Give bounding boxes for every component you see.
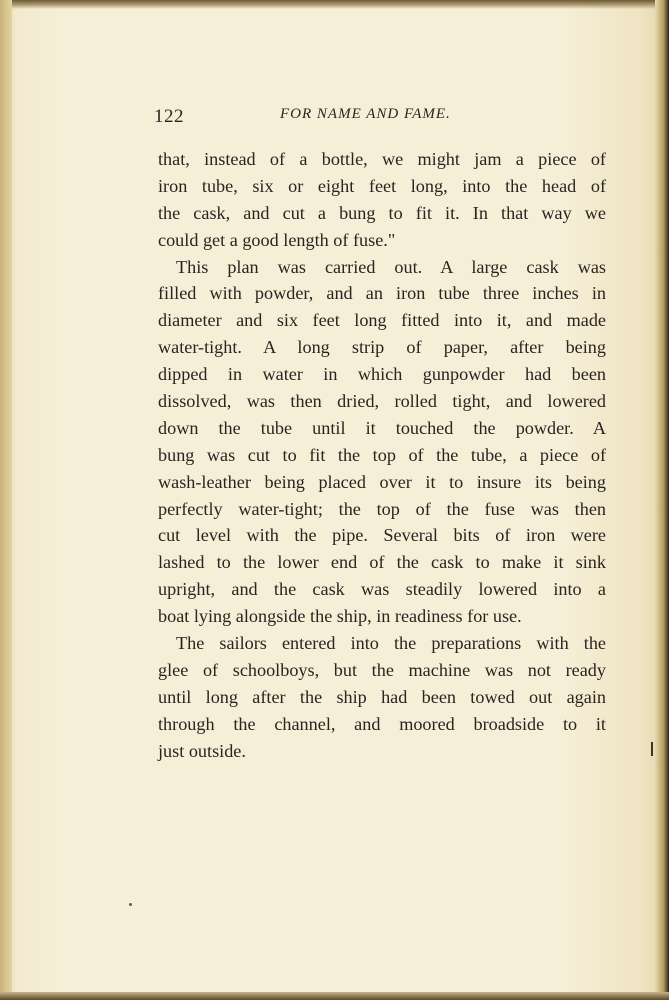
text-line: iron tube, six or eight feet long, into the head of	[158, 175, 606, 196]
text-line: cut level with the pipe. Several bits of iron were	[158, 525, 606, 546]
text-line: the cask, and cut a bung to fit it. In that way we	[158, 202, 606, 223]
text-line: filled with powder, and an iron tube three inches in	[158, 283, 606, 304]
page-bottom-edge	[0, 992, 669, 1000]
text-line: diameter and six feet long fitted into it, and made	[158, 310, 606, 331]
text-line: This plan was carried out. A large cask was	[176, 256, 606, 277]
text-line: perfectly water-tight; the top of the fuse was then	[158, 498, 606, 519]
text-line: bung was cut to fit the top of the tube, a piece of	[158, 444, 606, 465]
text-line: lashed to the lower end of the cask to make it sink	[158, 552, 606, 573]
text-line: wash-leather being placed over it to insure its being	[158, 471, 606, 492]
text-line: that, instead of a bottle, we might jam a piece of	[158, 149, 606, 169]
text-line: water-tight. A long strip of paper, after being	[158, 337, 606, 358]
text-line: until long after the ship had been towed out again	[158, 686, 606, 707]
running-title: FOR NAME AND FAME.	[280, 106, 451, 122]
text-line: glee of schoolboys, but the machine was not ready	[158, 659, 606, 680]
text-line: dissolved, was then dried, rolled tight, and lowered	[158, 391, 606, 412]
page-right-edge	[655, 0, 669, 1000]
body-text	[158, 146, 606, 764]
page-header	[154, 104, 604, 130]
page-top-edge	[0, 0, 669, 9]
text-line: upright, and the cask was steadily lowered into a	[158, 579, 606, 600]
text-line: The sailors entered into the preparations with the	[176, 633, 606, 654]
page-gutter-edge	[0, 0, 12, 1000]
edge-mark	[651, 742, 653, 756]
text-line: could get a good length of fuse."	[158, 229, 396, 250]
text-line: boat lying alongside the ship, in readiness for use.	[158, 606, 522, 627]
text-line: down the tube until it touched the powder. A	[158, 417, 606, 438]
text-line: dipped in water in which gunpowder had been	[158, 364, 606, 385]
page-number: 122	[154, 106, 184, 127]
text-line: just outside.	[158, 740, 246, 761]
paper-speck	[129, 903, 132, 906]
text-line: through the channel, and moored broadside to it	[158, 713, 606, 734]
